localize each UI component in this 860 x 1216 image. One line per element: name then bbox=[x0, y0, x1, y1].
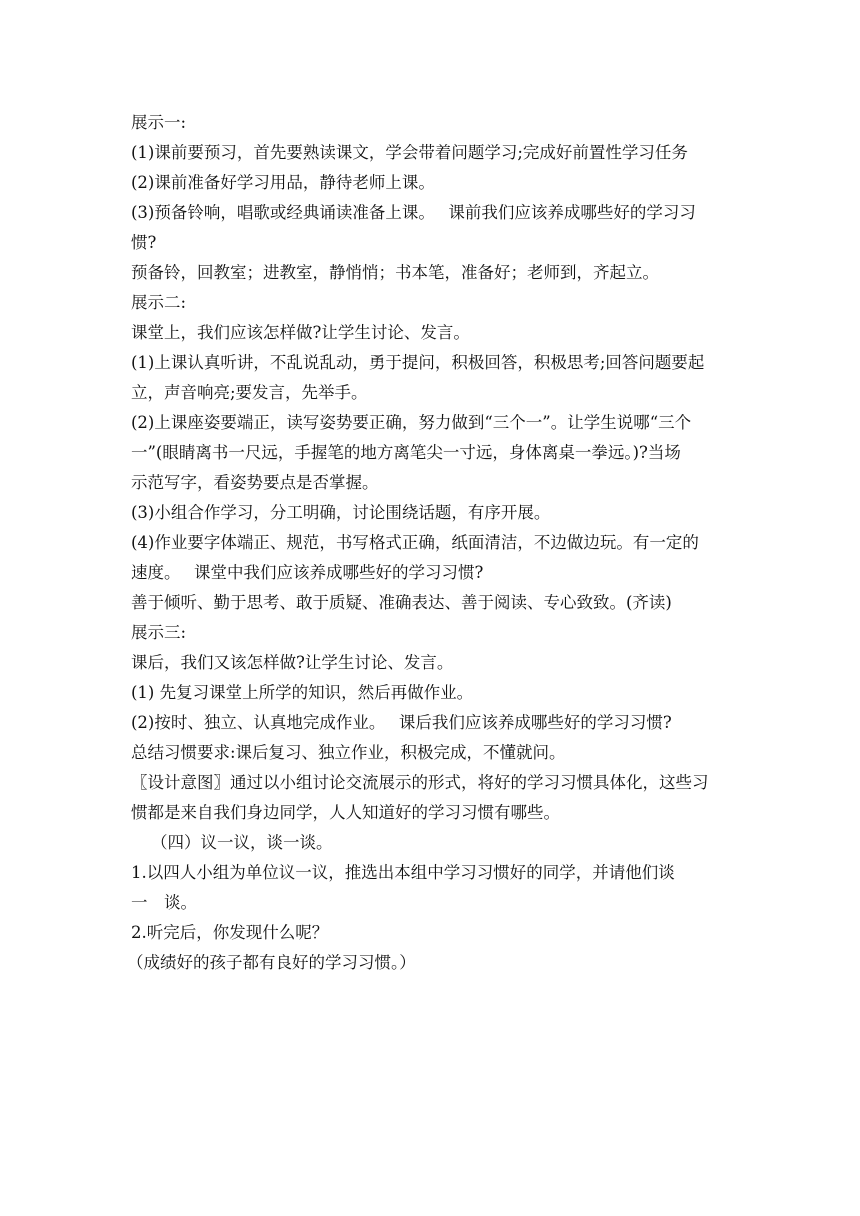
section-heading-4: （四）议一议，谈一谈。 bbox=[151, 833, 333, 852]
design-intent-line: 〖设计意图〗通过以小组讨论交流展示的形式，将好的学习习惯具体化，这些习 bbox=[131, 773, 709, 792]
paragraph-line: 预备铃，回教室；进教室，静悄悄；书本笔，准备好；老师到，齐起立。 bbox=[131, 263, 659, 282]
paragraph-line: (1)课前要预习，首先要熟读课文，学会带着问题学习;完成好前置性学习任务 bbox=[131, 143, 688, 162]
paragraph-line: (3)预备铃响，唱歌或经典诵读准备上课。 课前我们应该养成哪些好的学习习 bbox=[131, 203, 696, 222]
document-body bbox=[127, 108, 731, 978]
paragraph-line: (1) 先复习课堂上所学的知识，然后再做作业。 bbox=[131, 683, 474, 702]
answer-note: （成绩好的孩子都有良好的学习习惯。） bbox=[127, 953, 416, 972]
paragraph-line: 速度。 课堂中我们应该养成哪些好的学习习惯? bbox=[131, 563, 484, 582]
heading-showcase-1: 展示一: bbox=[131, 113, 187, 132]
paragraph-line: (1)上课认真听讲，不乱说乱动，勇于提问，积极回答，积极思考;回答问题要起 bbox=[131, 353, 705, 372]
heading-showcase-3: 展示三: bbox=[131, 623, 187, 642]
design-intent-line: 惯都是来自我们身边同学，人人知道好的学习习惯有哪些。 bbox=[131, 803, 560, 822]
list-item-2: 2.听完后，你发现什么呢？ bbox=[131, 923, 329, 942]
paragraph-line: 善于倾听、勤于思考、敢于质疑、准确表达、善于阅读、专心致致。(齐读) bbox=[131, 593, 672, 612]
heading-showcase-2: 展示二: bbox=[131, 293, 187, 312]
paragraph-line: (2)按时、独立、认真地完成作业。 课后我们应该养成哪些好的学习习惯? bbox=[131, 713, 672, 732]
paragraph-line: (3)小组合作学习，分工明确，讨论围绕话题，有序开展。 bbox=[131, 503, 551, 522]
paragraph-line: 立，声音响亮;要发言，先举手。 bbox=[131, 383, 368, 402]
list-item-1-continued: 一 谈。 bbox=[131, 893, 197, 912]
paragraph-line: 课后，我们又该怎样做?让学生讨论、发言。 bbox=[131, 653, 454, 672]
paragraph-line: (2)上课座姿要端正，读写姿势要正确，努力做到“三个一”。让学生说哪“三个 bbox=[131, 413, 692, 432]
list-item-1: 1.以四人小组为单位议一议，推选出本组中学习习惯好的同学，并请他们谈 bbox=[131, 863, 675, 882]
paragraph-line: 示范写字，看姿势要点是否掌握。 bbox=[131, 473, 379, 492]
paragraph-line: 课堂上，我们应该怎样做?让学生讨论、发言。 bbox=[131, 323, 470, 342]
paragraph-line: 总结习惯要求:课后复习、独立作业，积极完成，不懂就问。 bbox=[131, 743, 566, 762]
paragraph-line: (2)课前准备好学习用品，静待老师上课。 bbox=[131, 173, 435, 192]
paragraph-line: (4)作业要字体端正、规范，书写格式正确，纸面清洁，不边做边玩。有一定的 bbox=[131, 533, 699, 552]
paragraph-line: 一”(眼睛离书一尺远，手握笔的地方离笔尖一寸远，身体离桌一拳远。)?当场 bbox=[131, 443, 681, 462]
paragraph-line: 惯? bbox=[131, 233, 157, 252]
